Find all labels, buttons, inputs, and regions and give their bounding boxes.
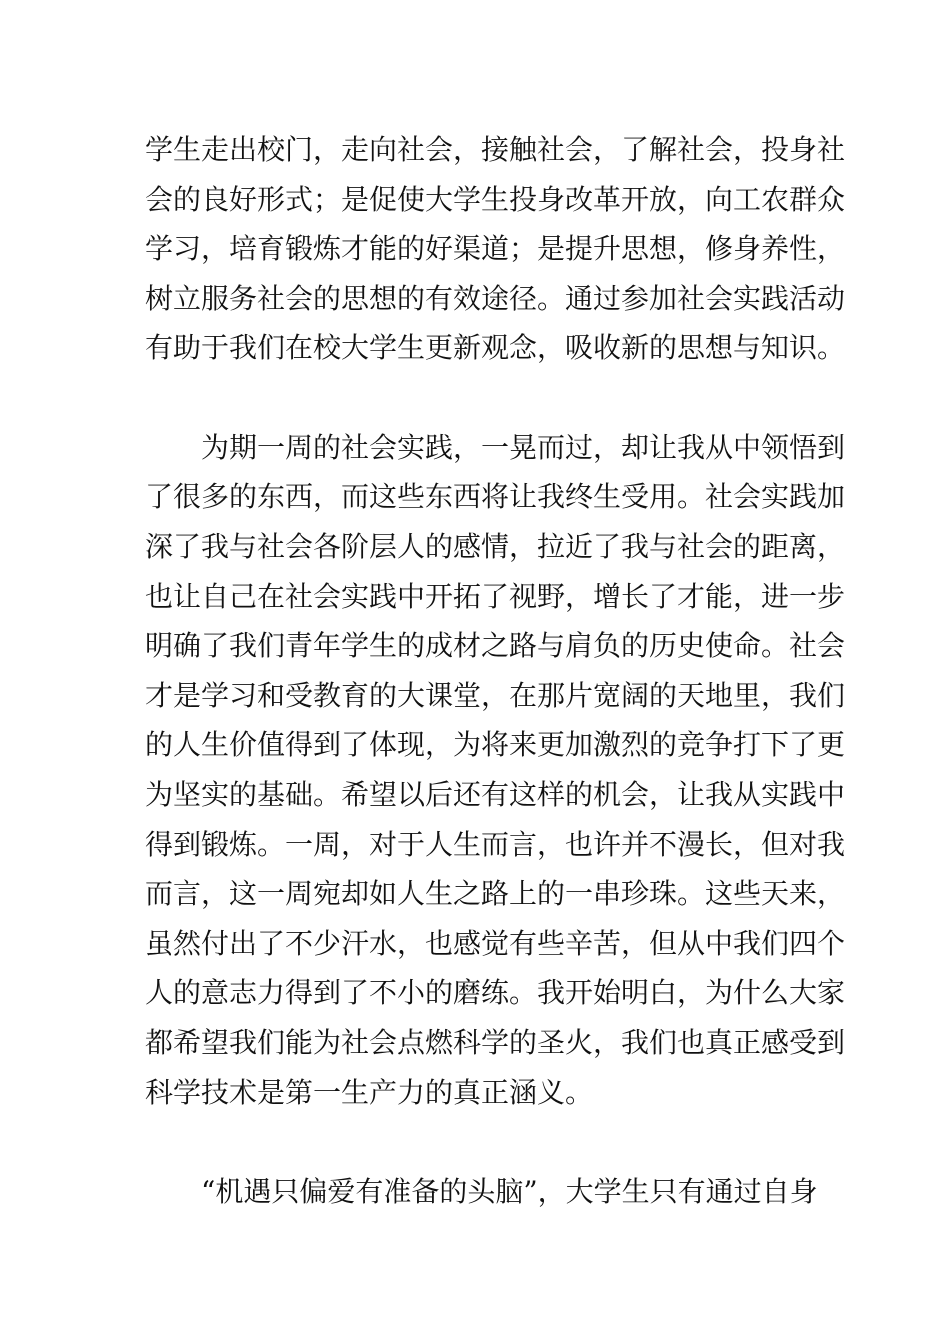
paragraph-2-line-7: 的人生价值得到了体现，为将来更加激烈的竞争打下了更 (145, 728, 846, 761)
paragraph-1-line-3: 学习，培育锻炼才能的好渠道；是提升思想，修身养性， (145, 232, 846, 265)
paragraph-2-line-9: 得到锻炼。一周，对于人生而言，也许并不漫长，但对我 (145, 828, 846, 861)
paragraph-2-line-1: 为期一周的社会实践，一晃而过，却让我从中领悟到 (201, 431, 846, 464)
paragraph-1-line-5: 有助于我们在校大学生更新观念，吸收新的思想与知识。 (145, 331, 846, 364)
paragraph-2-line-8: 为坚实的基础。希望以后还有这样的机会，让我从实践中 (145, 778, 846, 811)
paragraph-1-line-1: 学生走出校门，走向社会，接触社会，了解社会，投身社 (145, 133, 846, 166)
paragraph-2-line-13: 都希望我们能为社会点燃科学的圣火，我们也真正感受到 (145, 1026, 846, 1059)
paragraph-2-line-12: 人的意志力得到了不小的磨练。我开始明白，为什么大家 (145, 976, 846, 1009)
paragraph-3-line-1: “机遇只偏爱有准备的头脑”，大学生只有通过自身 (201, 1175, 818, 1208)
paragraph-2-line-4: 也让自己在社会实践中开拓了视野，增长了才能，进一步 (145, 580, 846, 613)
paragraph-1-line-2: 会的良好形式；是促使大学生投身改革开放，向工农群众 (145, 183, 846, 216)
paragraph-1-line-4: 树立服务社会的思想的有效途径。通过参加社会实践活动 (145, 282, 846, 315)
paragraph-2-line-2: 了很多的东西，而这些东西将让我终生受用。社会实践加 (145, 480, 846, 513)
paragraph-2-line-5: 明确了我们青年学生的成材之路与肩负的历史使命。社会 (145, 629, 846, 662)
paragraph-2-line-11: 虽然付出了不少汗水，也感觉有些辛苦，但从中我们四个 (145, 927, 846, 960)
paragraph-2-line-14: 科学技术是第一生产力的真正涵义。 (145, 1076, 594, 1109)
paragraph-2-line-6: 才是学习和受教育的大课堂，在那片宽阔的天地里，我们 (145, 679, 846, 712)
paragraph-2-line-10: 而言，这一周宛却如人生之路上的一串珍珠。这些天来， (145, 877, 846, 910)
paragraph-2-line-3: 深了我与社会各阶层人的感情，拉近了我与社会的距离， (145, 530, 846, 563)
